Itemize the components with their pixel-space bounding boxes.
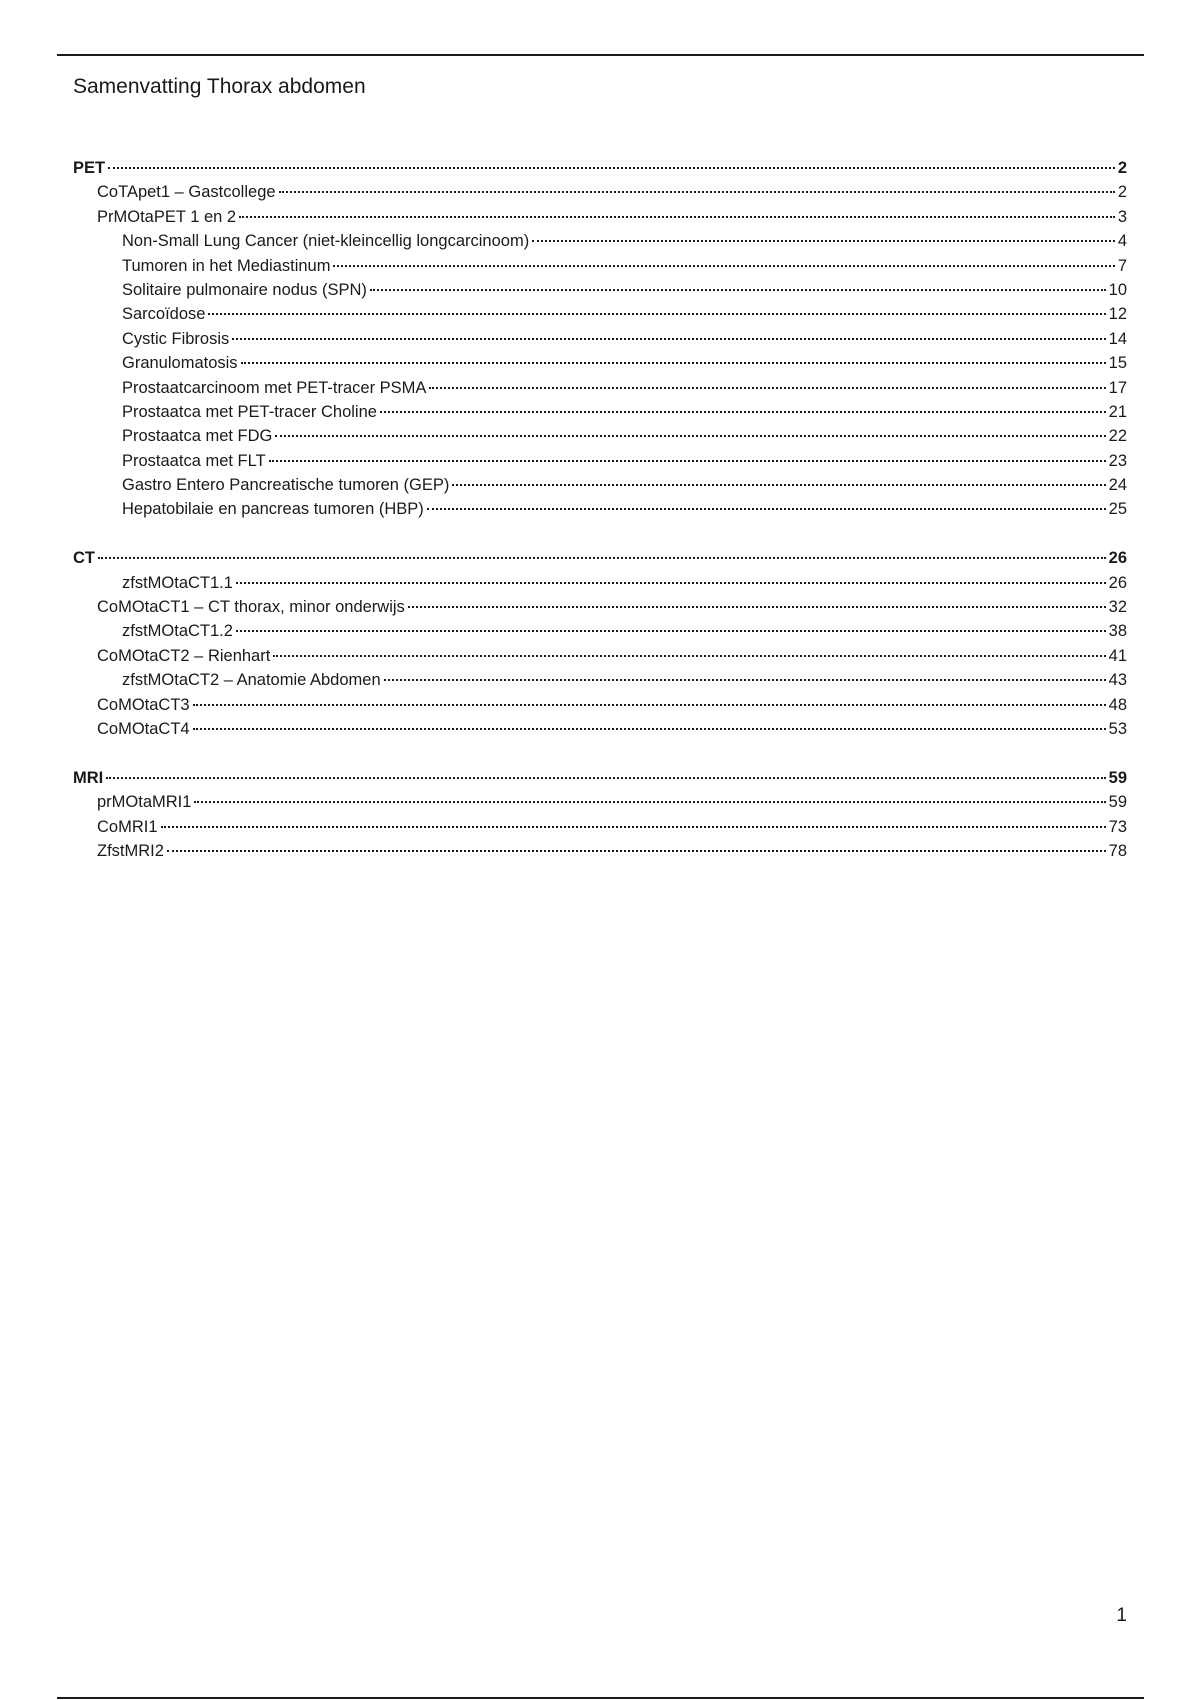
dot-leader [232,338,1105,340]
dot-leader [193,728,1106,730]
toc-entry-label: CoMOtaCT4 [97,719,190,738]
footer-rule [57,1697,1144,1699]
dot-leader [370,289,1106,291]
dot-leader [108,167,1115,169]
dot-leader [275,435,1105,437]
toc-entry-label: Prostaatcarcinoom met PET-tracer PSMA [122,378,427,397]
dot-leader [452,484,1105,486]
toc-entry[interactable] [73,205,1127,229]
toc-entry-label: CoMRI1 [97,817,158,836]
dot-leader [384,679,1106,681]
toc-entry-label: ZfstMRI2 [97,841,164,860]
toc-entry-page-number: 32 [1108,598,1127,617]
toc-entry[interactable] [73,400,1127,424]
toc-entry-page-number: 14 [1108,329,1127,348]
dot-leader [429,387,1105,389]
toc-entry-page-number: 15 [1108,354,1127,373]
toc-entry-page-number: 4 [1117,232,1127,251]
dot-leader [269,460,1106,462]
toc-entry-page-number: 26 [1108,573,1127,592]
toc-entry-label: Gastro Entero Pancreatische tumoren (GEP) [122,476,450,495]
toc-entry[interactable] [73,790,1127,814]
toc-entry-label: Prostaatca met FLT [122,451,266,470]
toc-entry-label: Prostaatca met PET-tracer Choline [122,402,377,421]
toc-entry-label: zfstMOtaCT1.2 [122,622,233,641]
toc-section [73,546,1127,741]
toc-entry[interactable] [73,693,1127,717]
dot-leader [239,216,1115,218]
toc-entry[interactable] [73,473,1127,497]
toc-heading-entry[interactable] [73,546,1127,570]
toc-entry[interactable] [73,302,1127,326]
toc-entry-page-number: 43 [1108,671,1127,690]
toc-entry-label: zfstMOtaCT2 – Anatomie Abdomen [122,671,381,690]
toc-entry-page-number: 2 [1117,183,1127,202]
toc-entry[interactable] [73,644,1127,668]
dot-leader [98,557,1106,559]
toc-entry[interactable] [73,619,1127,643]
toc-entry-page-number: 21 [1108,402,1127,421]
toc-entry-label: CoMOtaCT3 [97,695,190,714]
toc-entry[interactable] [73,595,1127,619]
dot-leader [193,704,1106,706]
toc-entry-page-number: 73 [1108,817,1127,836]
toc-entry-page-number: 17 [1108,378,1127,397]
toc-heading-entry[interactable] [73,766,1127,790]
toc-section [73,156,1127,522]
toc-section [73,766,1127,864]
toc-entry-label: CoMOtaCT2 – Rienhart [97,646,271,665]
dot-leader [236,630,1106,632]
toc-entry-page-number: 59 [1108,768,1127,787]
toc-entry[interactable] [73,668,1127,692]
toc-entry[interactable] [73,229,1127,253]
toc-entry[interactable] [73,327,1127,351]
toc-entry-label: Cystic Fibrosis [122,329,230,348]
toc-entry-label: Hepatobilaie en pancreas tumoren (HBP) [122,500,424,519]
toc-entry-page-number: 48 [1108,695,1127,714]
toc-entry[interactable] [73,254,1127,278]
toc-entry-page-number: 24 [1108,476,1127,495]
toc-entry-page-number: 12 [1108,305,1127,324]
toc-entry[interactable] [73,717,1127,741]
toc-entry-page-number: 38 [1108,622,1127,641]
dot-leader [273,655,1105,657]
header-rule [57,54,1144,56]
toc-entry-label: prMOtaMRI1 [97,793,192,812]
dot-leader [279,191,1115,193]
toc-entry-page-number: 41 [1108,646,1127,665]
toc-entry-page-number: 10 [1108,280,1127,299]
toc-entry[interactable] [73,180,1127,204]
toc-entry-label: Sarcoïdose [122,305,206,324]
table-of-contents [73,156,1127,888]
dot-leader [380,411,1106,413]
toc-entry-label: Prostaatca met FDG [122,427,273,446]
dot-leader [532,240,1115,242]
toc-entry-label: Granulomatosis [122,354,238,373]
toc-entry-label: Tumoren in het Mediastinum [122,256,331,275]
toc-entry-label: CT [73,549,95,568]
toc-heading-entry[interactable] [73,156,1127,180]
toc-entry[interactable] [73,278,1127,302]
dot-leader [333,265,1114,267]
toc-entry-label: PrMOtaPET 1 en 2 [97,207,237,226]
toc-entry-label: PET [73,159,106,177]
dot-leader [236,582,1106,584]
toc-entry-page-number: 53 [1108,719,1127,738]
toc-entry[interactable] [73,839,1127,863]
toc-entry-label: zfstMOtaCT1.1 [122,573,233,592]
document-title: Samenvatting Thorax abdomen [73,75,366,98]
toc-entry[interactable] [73,449,1127,473]
dot-leader [241,362,1106,364]
toc-entry-label: CoTApet1 – Gastcollege [97,183,276,202]
toc-entry[interactable] [73,351,1127,375]
toc-entry[interactable] [73,376,1127,400]
dot-leader [208,313,1105,315]
toc-entry-page-number: 26 [1108,549,1127,568]
dot-leader [194,801,1105,803]
dot-leader [161,826,1106,828]
toc-entry-label: CoMOtaCT1 – CT thorax, minor onderwijs [97,598,405,617]
toc-entry[interactable] [73,424,1127,448]
toc-entry[interactable] [73,571,1127,595]
toc-entry-page-number: 25 [1108,500,1127,519]
toc-entry-page-number: 78 [1108,841,1127,860]
dot-leader [167,850,1106,852]
dot-leader [427,508,1106,510]
dot-leader [408,606,1106,608]
toc-entry[interactable] [73,497,1127,521]
toc-entry-page-number: 2 [1117,159,1127,177]
toc-entry[interactable] [73,815,1127,839]
dot-leader [106,777,1105,779]
toc-entry-page-number: 59 [1108,793,1127,812]
toc-entry-page-number: 3 [1117,207,1127,226]
page-number: 1 [1116,1605,1127,1626]
toc-entry-label: Non-Small Lung Cancer (niet-kleincellig longcarcinoom) [122,232,530,251]
toc-entry-label: Solitaire pulmonaire nodus (SPN) [122,280,367,299]
toc-entry-page-number: 7 [1117,256,1127,275]
toc-entry-page-number: 22 [1108,427,1127,446]
toc-entry-page-number: 23 [1108,451,1127,470]
toc-entry-label: MRI [73,768,104,787]
